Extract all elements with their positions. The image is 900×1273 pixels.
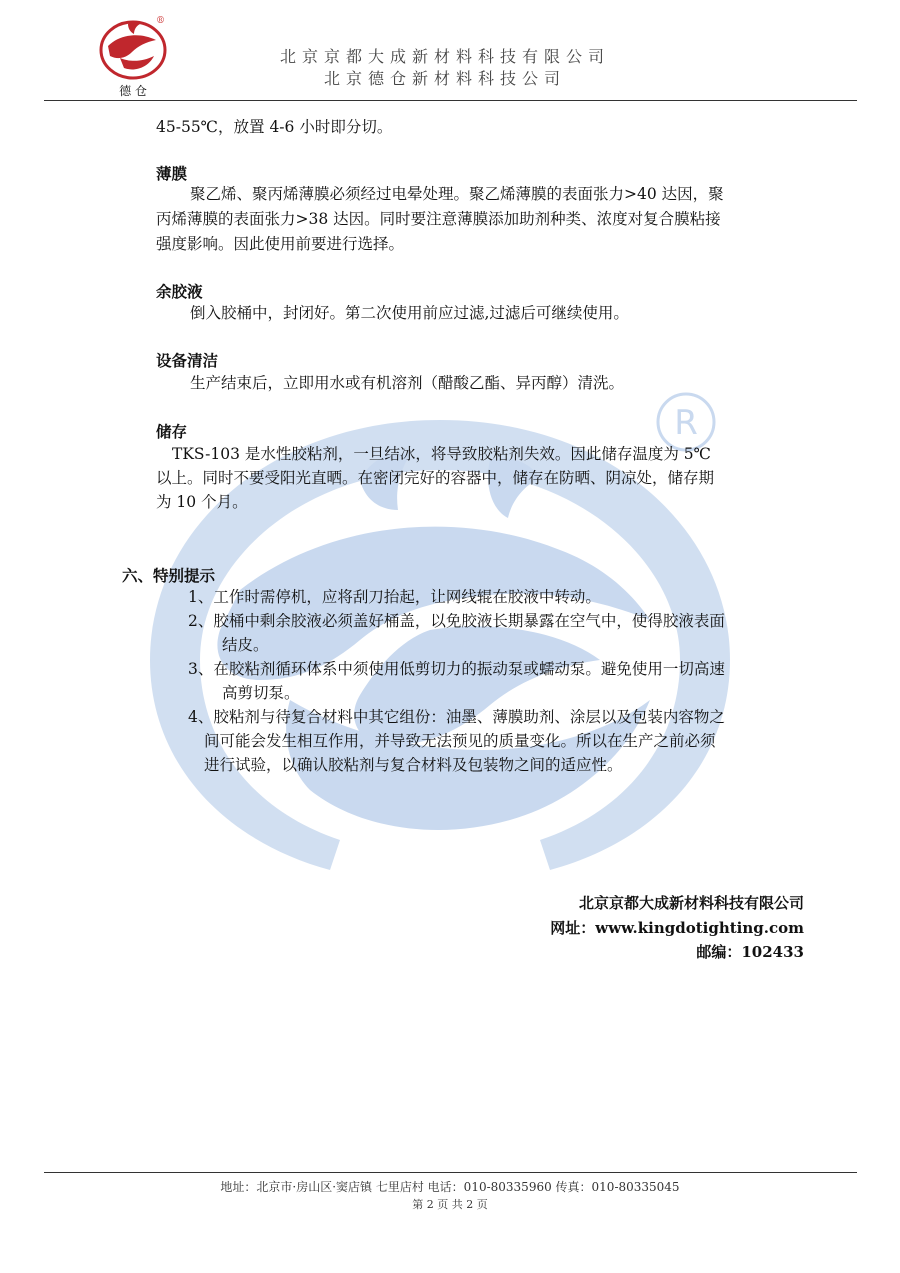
note-item-4: 4、胶粘剂与待复合材料中其它组份：油墨、薄膜助剂、涂层以及包装内容物之 (188, 708, 725, 726)
note-item-2-cont: 结皮。 (222, 636, 269, 654)
note-item-3: 3、在胶粘剂循环体系中须使用低剪切力的振动泵或蠕动泵。避免使用一切高速 (188, 660, 725, 678)
footer-divider (44, 1172, 857, 1173)
film-line: 聚乙烯、聚丙烯薄膜必须经过电晕处理。聚乙烯薄膜的表面张力>40 达因，聚 (190, 185, 724, 203)
note-item-4-cont: 进行试验，以确认胶粘剂与复合材料及包装物之间的适应性。 (204, 756, 623, 774)
note-item-3-cont: 高剪切泵。 (222, 684, 300, 702)
film-line: 丙烯薄膜的表面张力>38 达因。同时要注意薄膜添加助剂种类、浓度对复合膜粘接 (156, 210, 721, 228)
section-heading-film: 薄膜 (156, 165, 188, 183)
storage-line: 以上。同时不要受阳光直晒。在密闭完好的容器中，储存在防晒、阴凉处，储存期 (156, 469, 715, 487)
section-heading-storage: 储存 (156, 423, 188, 441)
website-label: 网址： (550, 919, 596, 937)
film-line: 强度影响。因此使用前要进行选择。 (156, 235, 405, 253)
residue-line: 倒入胶桶中，封闭好。第二次使用前应过滤,过滤后可继续使用。 (190, 304, 629, 322)
header-company-line2: 北京德仓新材料科技公司 (323, 69, 566, 88)
section-heading-notes: 六、特别提示 (122, 567, 216, 585)
page-number: 第 2 页 共 2 页 (412, 1198, 488, 1211)
note-item-2: 2、胶桶中剩余胶液必须盖好桶盖，以免胶液长期暴露在空气中，使得胶液表面 (188, 612, 725, 630)
signature-company: 北京京都大成新材料科技有限公司 (578, 894, 804, 912)
signature-website (550, 917, 804, 938)
footer-address: 地址：北京市·房山区·窦店镇 七里店村 电话：010-80335960 传真：010-80335045 (220, 1180, 680, 1194)
section-heading-cleaning: 设备清洁 (156, 352, 219, 370)
website-link[interactable]: www.kingdotighting.com (595, 919, 804, 937)
storage-line: 为 10 个月。 (156, 493, 248, 511)
storage-line: TKS-103 是水性胶粘剂，一旦结冰，将导致胶粘剂失效。因此储存温度为 5℃ (172, 445, 711, 463)
postcode-label: 邮编： (696, 943, 742, 961)
note-item-4-cont: 间可能会发生相互作用，并导致无法预见的质量变化。所以在生产之前必须 (204, 732, 716, 750)
signature-postcode (696, 941, 804, 962)
logo-text: 德 仓 (119, 84, 147, 98)
intro-line: 45-55℃，放置 4-6 小时即分切。 (156, 118, 393, 136)
cleaning-line: 生产结束后，立即用水或有机溶剂（醋酸乙酯、异丙醇）清洗。 (190, 374, 625, 392)
section-heading-residue: 余胶液 (156, 283, 203, 301)
company-logo (98, 16, 168, 96)
registered-mark: ® (156, 16, 165, 26)
postcode-value: 102433 (741, 943, 804, 961)
note-item-1: 1、工作时需停机，应将刮刀抬起，让网线辊在胶液中转动。 (188, 588, 601, 606)
header-company-line1: 北京京都大成新材料科技有限公司 (279, 47, 610, 66)
header-divider (44, 100, 857, 101)
svg-text:R: R (674, 403, 698, 443)
